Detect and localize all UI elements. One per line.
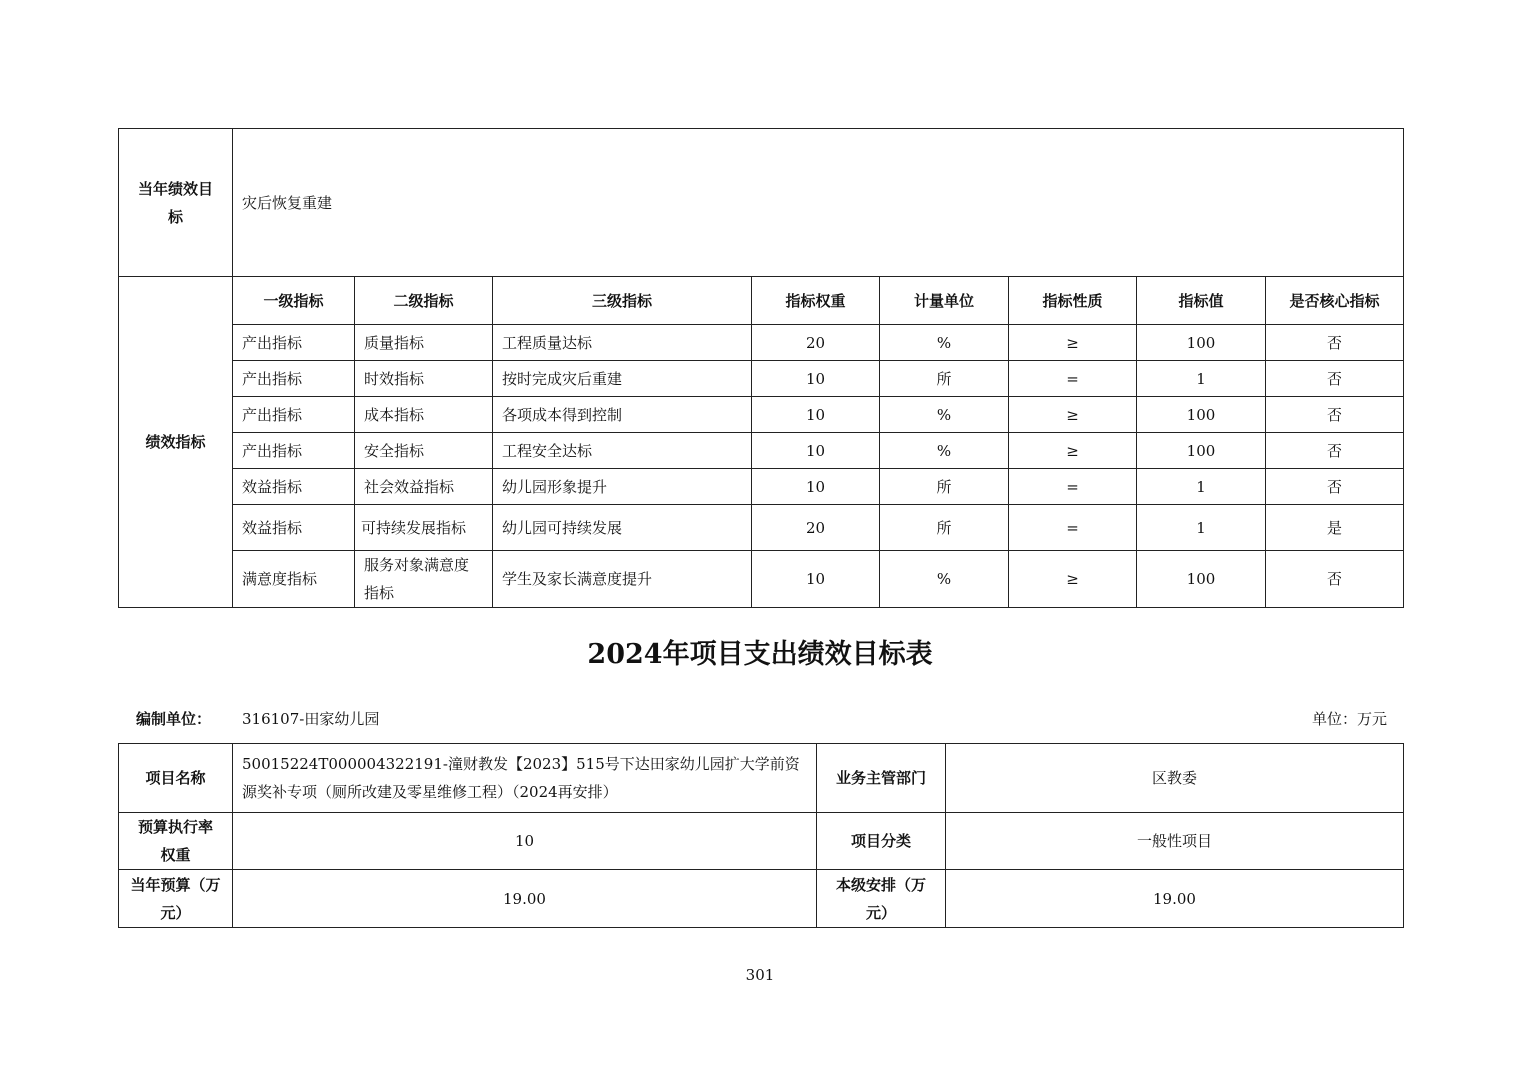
- cell-core: 否: [1266, 433, 1404, 469]
- cell-level1: 效益指标: [233, 469, 355, 505]
- cell-nature: =: [1009, 469, 1137, 505]
- cell-level3: 幼儿园形象提升: [493, 469, 752, 505]
- project-name-label: 项目名称: [119, 744, 233, 813]
- cell-level3: 各项成本得到控制: [493, 397, 752, 433]
- cell-weight: 10: [752, 361, 880, 397]
- table-row: [119, 433, 1404, 469]
- dept-value: 区教委: [946, 744, 1404, 813]
- exec-rate-value: 10: [233, 813, 817, 870]
- cell-level2: 成本指标: [355, 397, 493, 433]
- cell-value: 100: [1137, 551, 1266, 608]
- header-level1: 一级指标: [233, 277, 355, 325]
- cell-unit: 所: [880, 469, 1009, 505]
- category-value: 一般性项目: [946, 813, 1404, 870]
- cell-value: 100: [1137, 433, 1266, 469]
- unit-label: 单位：万元: [1312, 710, 1388, 728]
- cell-level1: 产出指标: [233, 433, 355, 469]
- cell-weight: 10: [752, 469, 880, 505]
- cell-core: 否: [1266, 469, 1404, 505]
- cell-level1: 产出指标: [233, 325, 355, 361]
- cell-nature: ≥: [1009, 397, 1137, 433]
- cell-nature: ≥: [1009, 433, 1137, 469]
- cell-nature: =: [1009, 505, 1137, 551]
- cell-level2: 可持续发展指标: [355, 505, 493, 551]
- project-info-table: [118, 743, 1404, 928]
- cell-weight: 10: [752, 433, 880, 469]
- cell-unit: %: [880, 551, 1009, 608]
- table-row: [119, 551, 1404, 608]
- cell-level2: 服务对象满意度指标: [355, 551, 493, 608]
- budget-value: 19.00: [233, 870, 817, 928]
- cell-nature: =: [1009, 361, 1137, 397]
- header-nature: 指标性质: [1009, 277, 1137, 325]
- cell-weight: 20: [752, 325, 880, 361]
- page-title: 2024年项目支出绩效目标表: [587, 639, 933, 670]
- table-row: [119, 505, 1404, 551]
- cell-core: 否: [1266, 551, 1404, 608]
- cell-weight: 10: [752, 551, 880, 608]
- indicators-label: 绩效指标: [119, 277, 233, 608]
- cell-nature: ≥: [1009, 551, 1137, 608]
- cell-value: 1: [1137, 505, 1266, 551]
- cell-weight: 20: [752, 505, 880, 551]
- cell-level1: 产出指标: [233, 397, 355, 433]
- cell-nature: ≥: [1009, 325, 1137, 361]
- table-row: [119, 325, 1404, 361]
- cell-weight: 10: [752, 397, 880, 433]
- cell-core: 否: [1266, 361, 1404, 397]
- arrange-label: 本级安排（万元）: [817, 870, 946, 928]
- cell-level3: 按时完成灾后重建: [493, 361, 752, 397]
- cell-core: 是: [1266, 505, 1404, 551]
- cell-level2: 社会效益指标: [355, 469, 493, 505]
- cell-level2: 安全指标: [355, 433, 493, 469]
- arrange-value: 19.00: [946, 870, 1404, 928]
- cell-level1: 满意度指标: [233, 551, 355, 608]
- cell-value: 100: [1137, 325, 1266, 361]
- header-weight: 指标权重: [752, 277, 880, 325]
- cell-core: 否: [1266, 325, 1404, 361]
- cell-level2: 质量指标: [355, 325, 493, 361]
- budget-label: 当年预算（万元）: [119, 870, 233, 928]
- header-level3: 三级指标: [493, 277, 752, 325]
- cell-unit: %: [880, 433, 1009, 469]
- table-row: [119, 397, 1404, 433]
- annual-goal-value: 灾后恢复重建: [233, 129, 1404, 277]
- header-level2: 二级指标: [355, 277, 493, 325]
- cell-level1: 效益指标: [233, 505, 355, 551]
- project-name-value: 50015224T000004322191-潼财教发【2023】515号下达田家幼儿园扩大学前资源奖补专项（厕所改建及零星维修工程）（2024再安排）: [233, 744, 817, 813]
- cell-value: 1: [1137, 469, 1266, 505]
- cell-level2: 时效指标: [355, 361, 493, 397]
- cell-level3: 工程安全达标: [493, 433, 752, 469]
- cell-value: 1: [1137, 361, 1266, 397]
- cell-value: 100: [1137, 397, 1266, 433]
- table-row: [119, 361, 1404, 397]
- dept-label: 业务主管部门: [817, 744, 946, 813]
- cell-unit: %: [880, 397, 1009, 433]
- category-label: 项目分类: [817, 813, 946, 870]
- exec-rate-label: 预算执行率权重: [119, 813, 233, 870]
- performance-indicator-table: [118, 128, 1404, 608]
- cell-core: 否: [1266, 397, 1404, 433]
- cell-level3: 工程质量达标: [493, 325, 752, 361]
- cell-unit: 所: [880, 505, 1009, 551]
- org-value: 316107-田家幼儿园: [242, 710, 380, 728]
- page-number: 301: [745, 966, 775, 984]
- org-label: 编制单位：: [136, 710, 212, 728]
- cell-level3: 学生及家长满意度提升: [493, 551, 752, 608]
- header-unit: 计量单位: [880, 277, 1009, 325]
- annual-goal-label: 当年绩效目标: [119, 129, 233, 277]
- cell-level1: 产出指标: [233, 361, 355, 397]
- cell-level3: 幼儿园可持续发展: [493, 505, 752, 551]
- cell-unit: %: [880, 325, 1009, 361]
- header-core: 是否核心指标: [1266, 277, 1404, 325]
- cell-unit: 所: [880, 361, 1009, 397]
- table-row: [119, 469, 1404, 505]
- header-value: 指标值: [1137, 277, 1266, 325]
